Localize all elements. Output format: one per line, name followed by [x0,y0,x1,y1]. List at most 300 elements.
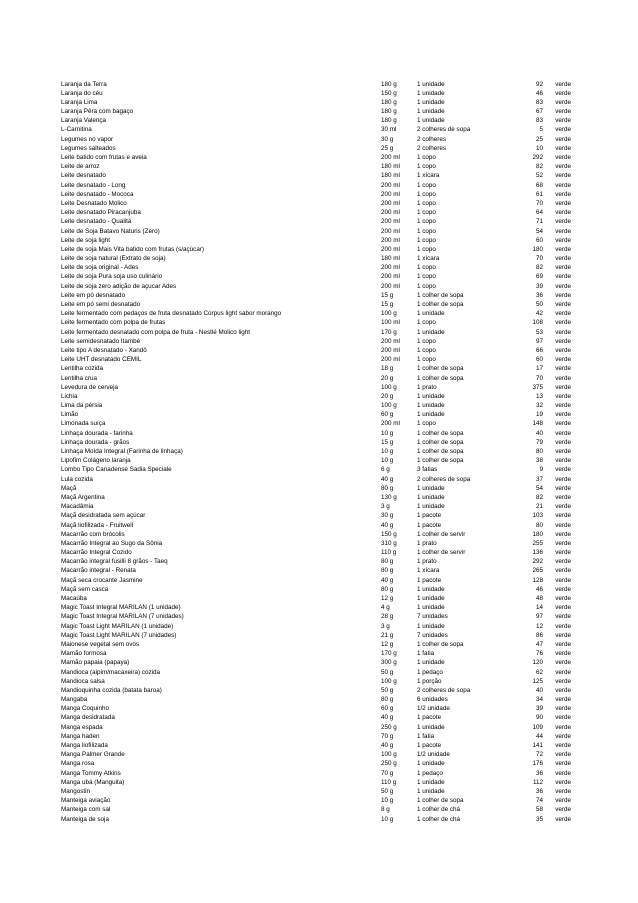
color-label: verde [555,769,571,777]
serving-quantity: 10 g [381,448,394,455]
serving-portion: 1 colher de sopa [417,301,464,308]
food-name: Maçã sem casca [61,585,109,593]
table-row [61,171,571,180]
serving-quantity: 110 g [381,778,397,786]
serving-portion: 1 colher de sopa [417,457,464,465]
table-row [61,576,571,585]
serving-quantity: 180 ml [381,172,400,180]
food-name: Maionese vegetal sem ovos [61,640,140,648]
calories: 36 [535,769,543,777]
color-label: verde [555,797,571,805]
table-row [61,750,571,759]
color-label: verde [555,595,571,602]
table-row [61,465,571,474]
food-name: Leite de soja zero adição de açucar Ades [61,282,177,290]
color-label: verde [555,346,571,354]
table-row [61,374,571,383]
serving-portion: 1 unidade [417,604,445,612]
serving-quantity: 70 g [381,769,394,777]
table-row [61,796,571,805]
table-row [61,475,571,484]
food-name: Maçã Argentina [61,493,105,501]
table-row [61,309,571,318]
serving-quantity: 170 g [381,328,397,336]
table-row [61,383,571,392]
serving-quantity: 130 g [381,493,397,501]
table-row [61,622,571,631]
serving-quantity: 40 g [381,714,394,722]
calories: 83 [535,98,543,106]
color-label: verde [555,98,571,106]
table-row [61,723,571,732]
table-row [61,401,571,410]
color-label: verde [555,512,571,520]
serving-portion: 1 unidade [417,80,445,88]
calories: 148 [532,420,543,428]
calories: 68 [535,181,543,189]
serving-portion: 1 unidade [417,98,445,106]
table-row [61,493,571,502]
serving-quantity: 15 g [381,438,394,446]
color-label: verde [555,126,571,134]
calories: 70 [535,255,543,263]
color-label: verde [555,723,571,731]
serving-quantity: 300 g [381,659,397,667]
food-name: Maçã desidratada sem açúcar [61,512,146,520]
calories: 52 [535,172,543,180]
table-row [61,658,571,667]
food-name: Manga Tommy Atkins [61,769,121,777]
serving-portion: 1 unidade [417,117,445,125]
serving-quantity: 200 ml [381,181,400,189]
serving-quantity: 200 ml [381,236,400,244]
calories: 180 [532,530,543,538]
table-row [61,89,571,98]
food-name: Leite desnatado [61,172,106,180]
serving-quantity: 180 g [381,108,397,116]
color-label: verde [555,696,571,704]
serving-quantity: 250 g [381,760,397,768]
serving-portion: 1 unidade [417,723,445,731]
table-row [61,594,571,603]
calories: 103 [532,512,543,520]
calories: 80 [535,448,543,455]
table-row [61,557,571,566]
serving-quantity: 10 g [381,429,394,437]
serving-portion: 1 unidade [417,484,445,492]
serving-quantity: 20 g [381,392,394,400]
food-name: Leite tipo A desnatado - Xandô [61,346,147,354]
color-label: verde [555,117,571,125]
serving-portion: 1 colher de servir [417,530,466,538]
serving-quantity: 10 g [381,815,394,823]
table-row [61,521,571,530]
table-row [61,153,571,162]
table-row [61,227,571,236]
serving-quantity: 200 ml [381,245,400,253]
table-row [61,640,571,649]
serving-portion: 1 unidade [417,310,445,318]
table-row [61,447,571,456]
table-row [61,245,571,254]
calories: 10 [535,144,543,152]
table-row [61,263,571,272]
calories: 64 [535,209,543,217]
table-row [61,419,571,428]
serving-portion: 2 colheres de sopa [417,126,471,134]
serving-quantity: 180 g [381,80,397,88]
serving-quantity: 150 g [381,530,397,538]
serving-quantity: 60 g [381,411,394,419]
table-row [61,328,571,337]
food-name: Lima da pérsia [61,402,103,410]
color-label: verde [555,245,571,253]
serving-quantity: 200 ml [381,209,400,217]
color-label: verde [555,484,571,492]
serving-portion: 1 unidade [417,411,445,419]
serving-quantity: 100 g [381,751,397,759]
serving-quantity: 4 g [381,604,390,612]
serving-quantity: 100 g [381,402,397,410]
serving-portion: 1 colher de servir [417,549,466,557]
calories: 36 [535,787,543,795]
serving-portion: 1 copo [417,227,436,235]
serving-quantity: 12 g [381,595,394,602]
food-name: Magic Toast Integral MARILAN (1 unidade) [61,604,181,612]
color-label: verde [555,677,571,685]
serving-quantity: 8 g [381,806,390,814]
serving-portion: 2 colheres [417,135,447,143]
calories: 141 [532,742,543,749]
color-label: verde [555,567,571,575]
table-row [61,603,571,612]
serving-portion: 1 copo [417,209,436,217]
serving-portion: 7 unidades [417,613,448,621]
calories: 79 [535,438,543,446]
food-name: Levedura de cerveja [61,383,119,391]
serving-portion: 1 pacote [417,521,442,529]
calories: 69 [535,273,543,281]
serving-quantity: 18 g [381,365,394,373]
color-label: verde [555,291,571,299]
color-label: verde [555,650,571,658]
calories: 97 [535,613,543,621]
calories: 176 [532,760,543,768]
serving-portion: 1/2 unidade [417,751,450,759]
calories: 50 [535,301,543,308]
calories: 47 [535,640,543,648]
serving-portion: 1 colher de sopa [417,374,464,382]
color-label: verde [555,539,571,547]
food-name: Leite Desnatado Molico [61,199,127,207]
calories: 67 [535,108,543,116]
color-label: verde [555,503,571,511]
serving-quantity: 200 ml [381,154,400,161]
serving-quantity: 60 g [381,705,394,713]
calories: 60 [535,356,543,364]
serving-quantity: 40 g [381,521,394,529]
serving-quantity: 70 g [381,732,394,740]
food-name: Laranja da Terra [61,80,107,88]
food-name: L-Carnitina [61,126,92,134]
color-label: verde [555,659,571,667]
table-row [61,484,571,493]
calories: 92 [535,80,543,88]
color-label: verde [555,80,571,88]
serving-portion: 1 unidade [417,760,445,768]
serving-portion: 1 copo [417,337,436,345]
calories: 74 [535,797,543,805]
serving-quantity: 200 ml [381,282,400,290]
calories: 82 [535,493,543,501]
food-name: Mandioca salsa [61,677,105,685]
serving-quantity: 30 g [381,512,394,520]
color-label: verde [555,337,571,345]
calories: 9 [539,466,543,474]
calories: 70 [535,199,543,207]
calories: 76 [535,650,543,658]
table-row [61,125,571,134]
food-name: Manteiga de soja [61,815,109,823]
serving-quantity: 40 g [381,475,394,483]
table-row [61,291,571,300]
calories: 5 [539,126,543,134]
food-name: Mangostin [61,787,91,795]
table-row [61,502,571,511]
food-name: Macadâmia [61,503,94,511]
table-row [61,805,571,814]
calories: 72 [535,751,543,759]
food-name: Manteiga com sal [61,806,111,814]
serving-portion: 1 colher de sopa [417,365,464,373]
food-name: Macarrão integral fusilli 8 grãos - Taeq [61,558,168,566]
food-name: Leite fermentado desnatado com polpa de fruta - Nestlé Molico light [61,328,251,336]
calories: 61 [535,190,543,198]
serving-portion: 1/2 unidade [417,705,450,713]
serving-portion: 1 unidade [417,503,445,511]
serving-portion: 1 unidade [417,787,445,795]
color-label: verde [555,218,571,226]
food-name: Leite em pó semi desnatado [61,301,141,308]
calories: 265 [532,567,543,575]
food-name: Manga rosa [61,760,95,768]
calories: 53 [535,328,543,336]
food-name: Leite de soja original - Ades [61,264,139,272]
food-name: Manga liofilizada [61,742,108,749]
serving-portion: 3 fatias [417,466,438,474]
serving-portion: 1 copo [417,319,436,327]
color-label: verde [555,227,571,235]
food-name: Laranja do céu [61,89,103,97]
food-name: Leite de arroz [61,163,100,171]
serving-portion: 1 pacote [417,576,442,584]
serving-quantity: 40 g [381,576,394,584]
food-table [61,80,571,824]
serving-portion: 1 unidade [417,402,445,410]
table-row [61,254,571,263]
serving-portion: 1 copo [417,282,436,290]
serving-portion: 1 copo [417,245,436,253]
serving-quantity: 200 ml [381,190,400,198]
serving-quantity: 200 ml [381,264,400,272]
color-label: verde [555,392,571,400]
table-row [61,236,571,245]
food-name: Maçã liofilizada - Fruitwell [61,521,134,529]
food-name: Macarrão Integral ao Sugo da Sônia [61,539,163,547]
color-label: verde [555,742,571,749]
serving-quantity: 80 g [381,558,394,566]
color-label: verde [555,301,571,308]
serving-quantity: 25 g [381,144,394,152]
color-label: verde [555,576,571,584]
calories: 375 [532,383,543,391]
food-name: Leite desnatado Piracanjuba [61,209,141,217]
serving-portion: 1 unidade [417,585,445,593]
calories: 32 [535,402,543,410]
calories: 39 [535,705,543,713]
food-name: Manga ubá (Manguita) [61,778,125,786]
table-row [61,686,571,695]
serving-quantity: 180 g [381,117,397,125]
color-label: verde [555,668,571,676]
color-label: verde [555,420,571,428]
serving-quantity: 3 g [381,622,390,630]
color-label: verde [555,604,571,612]
food-name: Manga espada [61,723,103,731]
calories: 19 [535,411,543,419]
color-label: verde [555,255,571,263]
calories: 39 [535,282,543,290]
calories: 38 [535,457,543,465]
serving-portion: 1 copo [417,199,436,207]
serving-portion: 6 unidades [417,696,448,704]
color-label: verde [555,475,571,483]
table-row [61,511,571,520]
food-name: Leite fermentado com pedaços de fruta desnatado Corpus light sabor morango [61,310,282,318]
serving-quantity: 50 g [381,686,394,694]
color-label: verde [555,631,571,639]
calories: 112 [532,778,543,786]
food-name: Magic Toast Integral MARILAN (7 unidades) [61,613,184,621]
color-label: verde [555,429,571,437]
serving-quantity: 170 g [381,650,397,658]
table-row [61,162,571,171]
table-row [61,649,571,658]
color-label: verde [555,438,571,446]
calories: 90 [535,714,543,722]
calories: 42 [535,310,543,318]
table-row [61,456,571,465]
calories: 40 [535,686,543,694]
color-label: verde [555,172,571,180]
food-name: Leite fermentado com polpa de frutas [61,319,166,327]
serving-quantity: 200 ml [381,346,400,354]
calories: 44 [535,732,543,740]
serving-quantity: 20 g [381,374,394,382]
serving-portion: 1 copo [417,154,436,161]
serving-portion: 1 prato [417,558,437,566]
table-row [61,199,571,208]
serving-portion: 1 pacote [417,714,442,722]
color-label: verde [555,558,571,566]
table-row [61,732,571,741]
serving-quantity: 100 ml [381,319,400,327]
color-label: verde [555,457,571,465]
food-name: Leite de Soja Batavo Naturis (Zero) [61,227,160,235]
food-name: Leite batido com frutas e aveia [61,154,147,161]
calories: 14 [535,604,543,612]
color-label: verde [555,181,571,189]
food-name: Macaúba [61,595,87,602]
table-row [61,631,571,640]
color-label: verde [555,135,571,143]
table-row [61,346,571,355]
table-row [61,741,571,750]
table-row [61,318,571,327]
calories: 108 [532,319,543,327]
food-name: Leite de soja light [61,236,111,244]
color-label: verde [555,356,571,364]
table-row [61,107,571,116]
food-name: Leite de soja Pura soja uso culinário [61,273,163,281]
serving-quantity: 200 ml [381,199,400,207]
serving-quantity: 40 g [381,742,394,749]
calories: 180 [532,245,543,253]
serving-portion: 1 colher de sopa [417,797,464,805]
table-row [61,337,571,346]
table-row [61,410,571,419]
serving-quantity: 80 g [381,696,394,704]
food-name: Macarrão integral - Renata [61,567,136,575]
food-table-body [61,80,571,824]
serving-quantity: 30 g [381,135,394,143]
calories: 71 [535,218,543,226]
serving-quantity: 80 g [381,585,394,593]
color-label: verde [555,190,571,198]
table-row [61,787,571,796]
serving-quantity: 10 g [381,797,394,805]
calories: 86 [535,631,543,639]
color-label: verde [555,365,571,373]
calories: 46 [535,89,543,97]
calories: 125 [532,677,543,685]
food-name: Leite de soja natural (Extrato de soja) [61,255,166,263]
calories: 40 [535,429,543,437]
calories: 46 [535,585,543,593]
serving-quantity: 28 g [381,613,394,621]
color-label: verde [555,328,571,336]
food-name: Linhaça dourada - farinha [61,429,133,437]
food-name: Leite desnatado - Mococa [61,190,134,198]
food-name: Leite em pó desnatado [61,291,126,299]
table-row [61,98,571,107]
color-label: verde [555,144,571,152]
color-label: verde [555,319,571,327]
serving-portion: 1 prato [417,383,437,391]
food-name: Limão [61,411,79,419]
table-row [61,80,571,89]
table-row [61,135,571,144]
color-label: verde [555,236,571,244]
serving-quantity: 50 g [381,787,394,795]
table-row [61,769,571,778]
food-name: Mangaba [61,696,88,704]
color-label: verde [555,282,571,290]
serving-quantity: 200 ml [381,227,400,235]
food-name: Lipofim Colágeno laranja [61,457,131,465]
color-label: verde [555,402,571,410]
serving-portion: 1 colher de sopa [417,640,464,648]
